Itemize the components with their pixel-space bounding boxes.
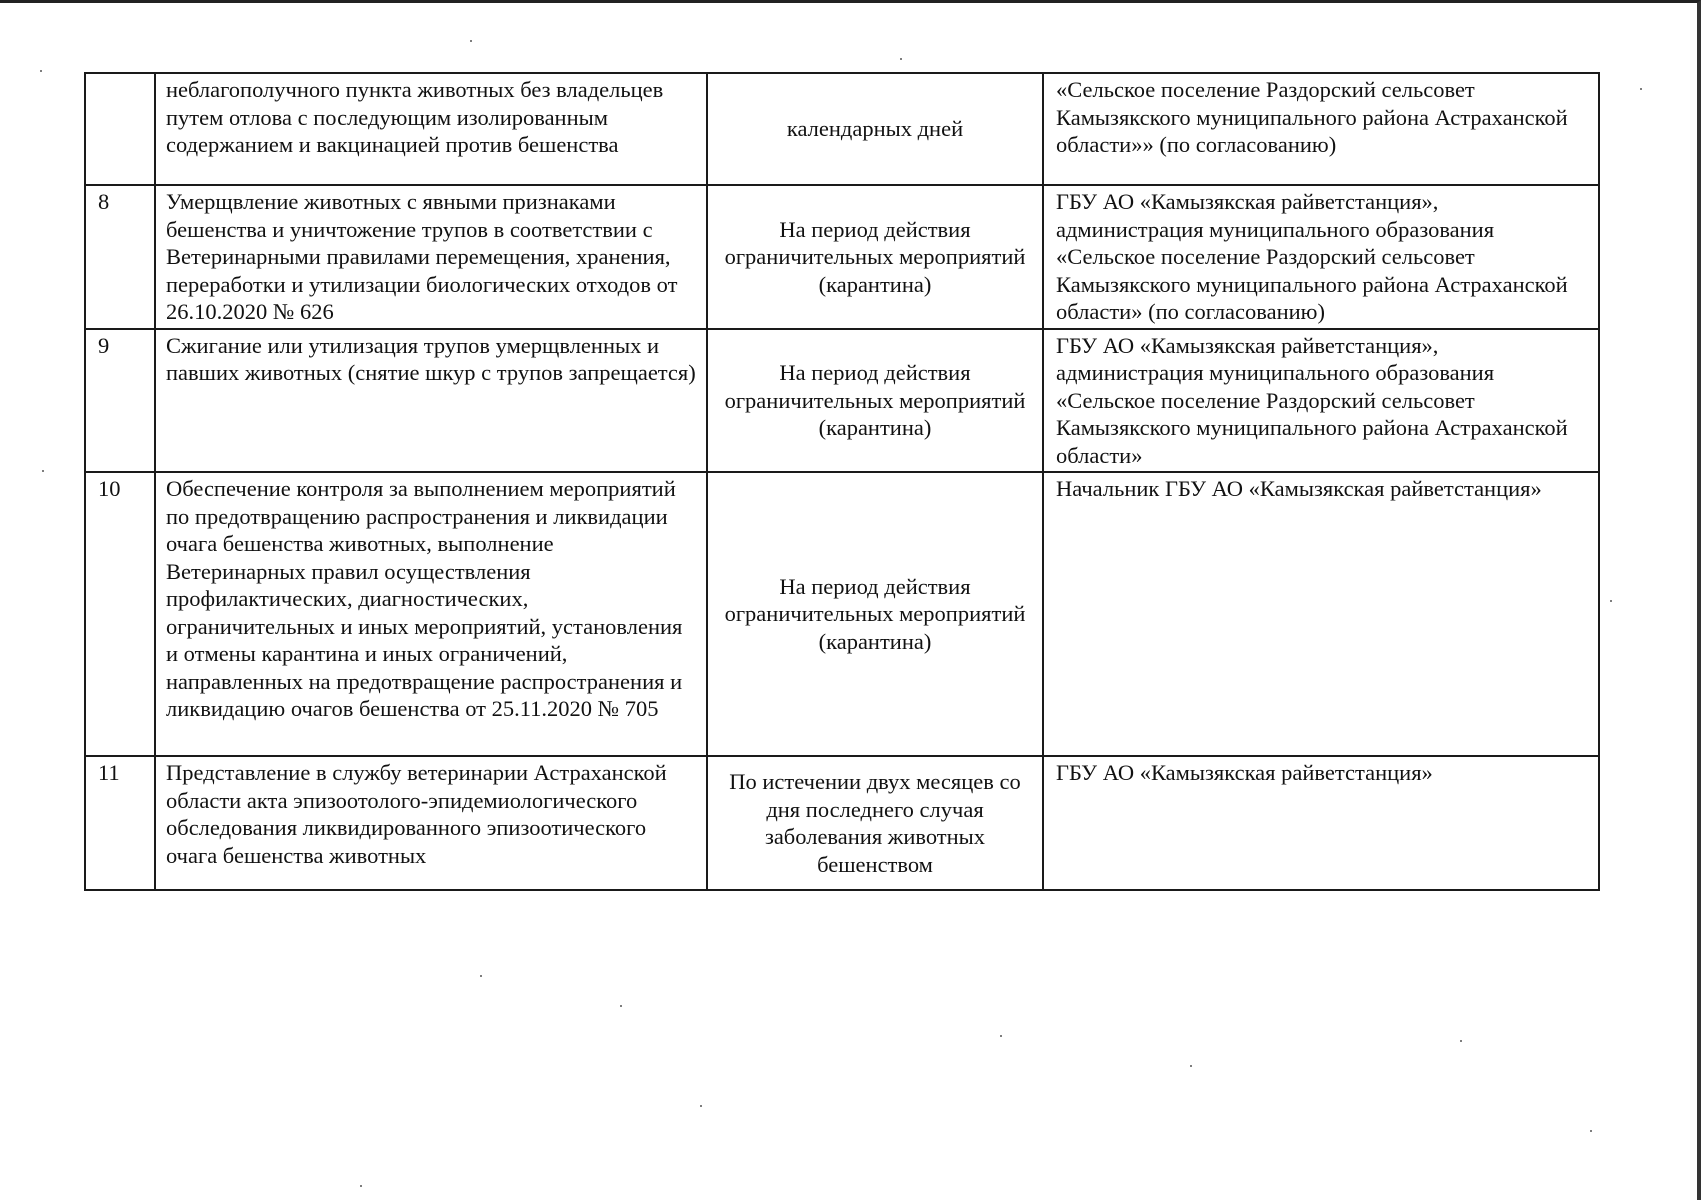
row-number: 9 <box>85 329 155 473</box>
table-row <box>85 756 1599 890</box>
scan-speck <box>40 70 42 72</box>
responsible-party: Начальник ГБУ АО «Камызякская райветстанция» <box>1043 472 1599 756</box>
measure-period: На период действия ограничительных мероприятий (карантина) <box>707 185 1043 329</box>
measure-description: Представление в службу ветеринарии Астраханской области акта эпизоотолого-эпидемиологического обследования ликвидированного эпизоотического очага бешенства животных <box>155 756 707 890</box>
scan-speck <box>470 40 472 42</box>
document-page <box>84 72 1598 891</box>
table-row <box>85 472 1599 756</box>
measure-description: Умерщвление животных с явными признаками бешенства и уничтожение трупов в соответствии с Ветеринарными правилами перемещения, хранения, переработки и утилизации биологических отходов от 26.10.2020 № 626 <box>155 185 707 329</box>
measures-table <box>84 72 1600 891</box>
scan-speck <box>1190 1065 1192 1067</box>
measure-description: Обеспечение контроля за выполнением мероприятий по предотвращению распространения и ликвидации очага бешенства животных, выполнение Ветеринарных правил осуществления профилактических, диагностических, ограничительных и иных мероприятий, установления и отмены карантина и иных ограничений, направленных на предотвращение распространения и ликвидацию очагов бешенства от 25.11.2020 № 705 <box>155 472 707 756</box>
row-number <box>85 73 155 185</box>
responsible-party: ГБУ АО «Камызякская райветстанция», администрация муниципального образования «Сельское поселение Раздорский сельсовет Камызякского муниципального района Астраханской области» (по согласованию) <box>1043 185 1599 329</box>
table-row <box>85 329 1599 473</box>
responsible-party: «Сельское поселение Раздорский сельсовет Камызякского муниципального района Астраханской области»» (по согласованию) <box>1043 73 1599 185</box>
measure-description: неблагополучного пункта животных без владельцев путем отлова с последующим изолированным содержанием и вакцинацией против бешенства <box>155 73 707 185</box>
row-number: 8 <box>85 185 155 329</box>
responsible-party: ГБУ АО «Камызякская райветстанция», администрация муниципального образования «Сельское поселение Раздорский сельсовет Камызякского муниципального района Астраханской области» <box>1043 329 1599 473</box>
measure-period: По истечении двух месяцев со дня последнего случая заболевания животных бешенством <box>707 756 1043 890</box>
measure-period: На период действия ограничительных мероприятий (карантина) <box>707 472 1043 756</box>
scan-speck <box>900 58 902 60</box>
scan-speck <box>1460 1040 1462 1042</box>
row-number: 10 <box>85 472 155 756</box>
measure-description: Сжигание или утилизация трупов умерщвленных и павших животных (снятие шкур с трупов запрещается) <box>155 329 707 473</box>
scan-speck <box>700 1105 702 1107</box>
table-row <box>85 185 1599 329</box>
scan-speck <box>360 1185 362 1187</box>
measure-period: календарных дней <box>707 73 1043 185</box>
scan-speck <box>1590 1130 1592 1132</box>
scan-speck <box>42 470 44 472</box>
scan-speck <box>620 1005 622 1007</box>
scan-speck <box>1610 600 1612 602</box>
scan-speck <box>1640 88 1642 90</box>
scan-speck <box>1000 1035 1002 1037</box>
measure-period: На период действия ограничительных мероприятий (карантина) <box>707 329 1043 473</box>
table-row <box>85 73 1599 185</box>
scan-speck <box>480 975 482 977</box>
responsible-party: ГБУ АО «Камызякская райветстанция» <box>1043 756 1599 890</box>
row-number: 11 <box>85 756 155 890</box>
